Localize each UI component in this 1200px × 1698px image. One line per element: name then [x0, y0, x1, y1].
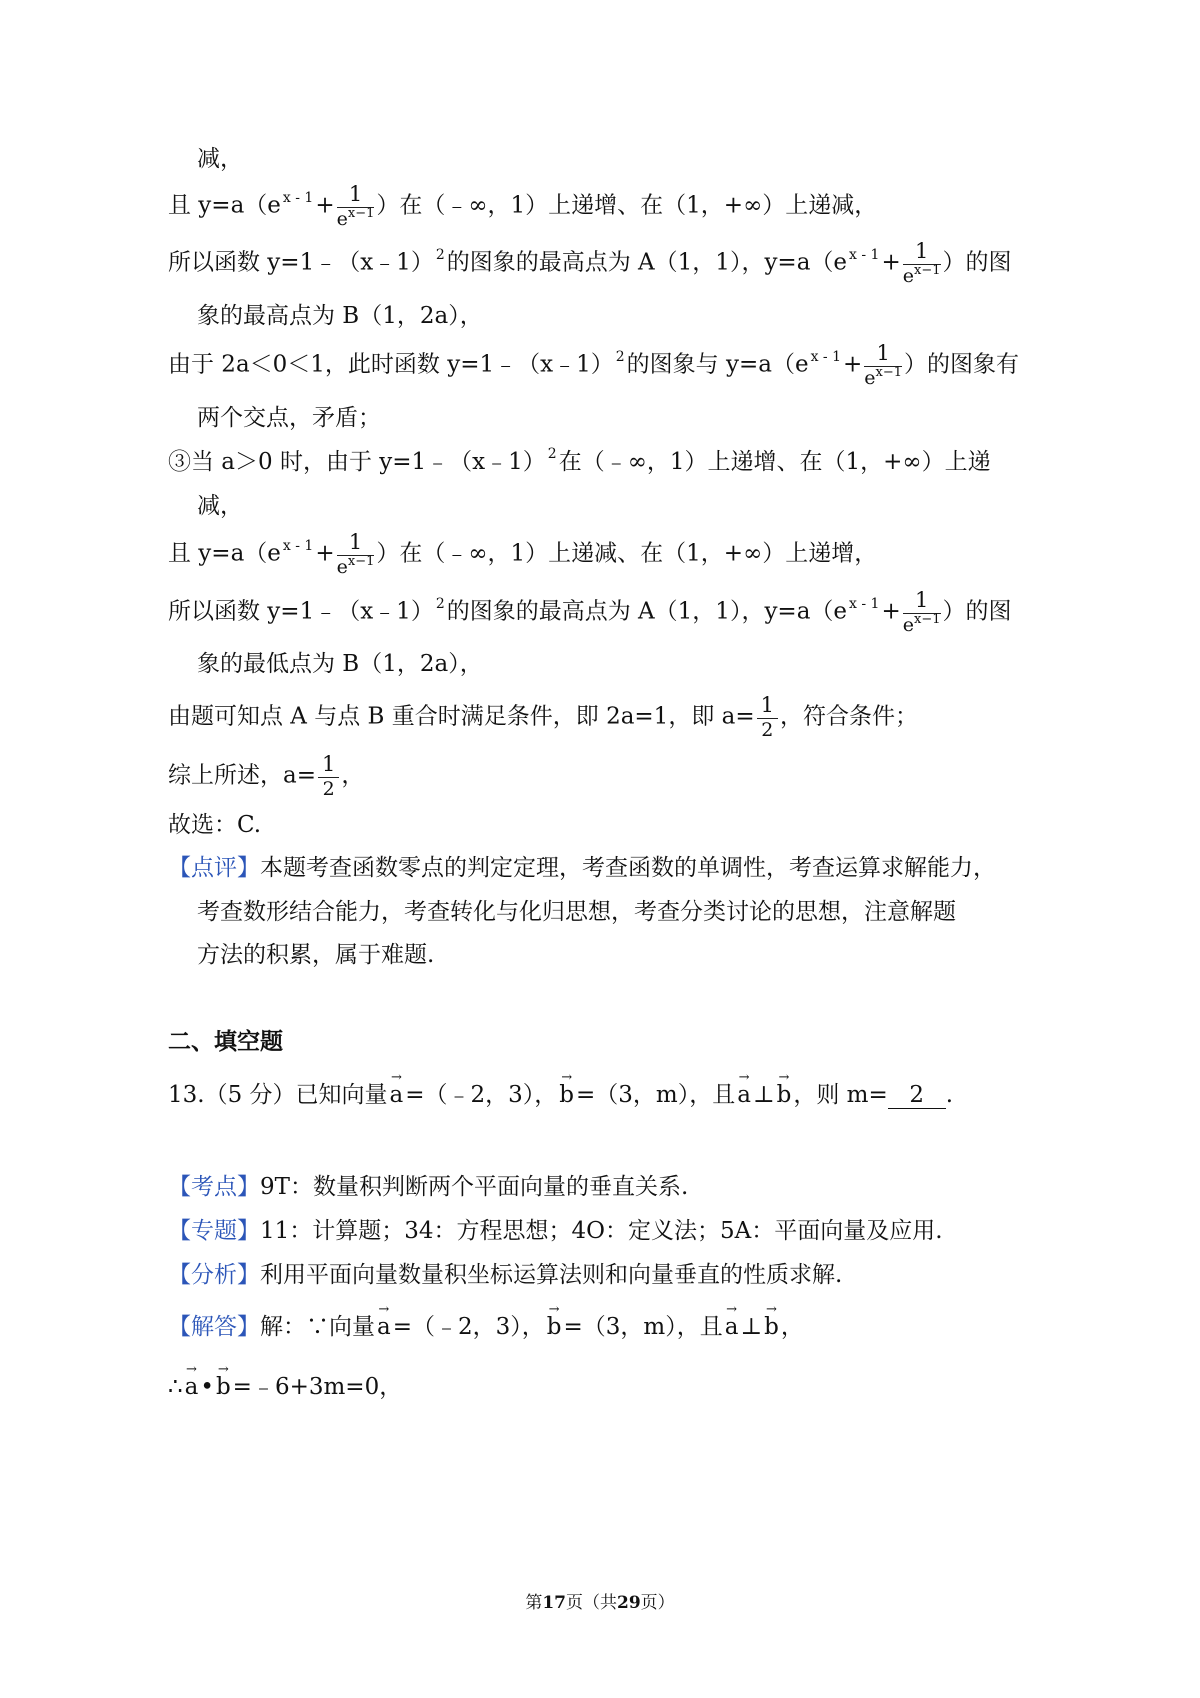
text-line: [168, 241, 1012, 286]
fraction-half: [757, 695, 778, 740]
text-line: [168, 532, 877, 577]
text: 考查数形结合能力，考查转化与化归思想，考查分类讨论的思想，注意解题: [197, 899, 956, 925]
text: ）的图象有: [904, 351, 1020, 378]
page-total: 29: [617, 1593, 641, 1613]
analysis: [168, 1258, 842, 1292]
comment-line: [197, 895, 956, 929]
perp-symbol: ⊥: [740, 1314, 763, 1340]
topic: [168, 1214, 943, 1248]
superscript: x - 1: [849, 595, 880, 612]
text: 且 y=a（e: [168, 540, 281, 567]
vector-b: → b: [557, 1078, 576, 1112]
text: =（3，m），且: [563, 1314, 723, 1340]
vector-a: → a: [375, 1310, 393, 1344]
text: 的图象的最高点为 A（1，1），y=a（e: [446, 598, 848, 625]
den-base: e: [336, 208, 348, 230]
text: +: [881, 249, 901, 276]
superscript: x - 1: [282, 537, 314, 554]
text-line: [197, 647, 483, 681]
fraction-numerator: 1: [337, 184, 375, 208]
page-number: 17: [542, 1593, 566, 1613]
text: 减，: [197, 493, 243, 519]
text-line: [197, 142, 243, 176]
footer-text: 第: [525, 1593, 543, 1613]
superscript: x - 1: [849, 246, 880, 263]
den-base: e: [336, 556, 348, 578]
text-line: [168, 590, 1012, 635]
fraction-denominator: [864, 367, 902, 388]
superscript: 2: [435, 595, 445, 612]
vector-b: → b: [762, 1310, 781, 1344]
text: 在（﹣∞，1）上递增、在（1，+∞）上递: [558, 449, 991, 475]
text: 利用平面向量数量积坐标运算法则和向量垂直的性质求解.: [260, 1262, 843, 1288]
text: ，: [341, 762, 365, 789]
vector-a: → a: [388, 1078, 406, 1112]
comment-line: [168, 851, 996, 885]
text-line: [197, 489, 243, 523]
fraction-denominator: [337, 556, 375, 577]
fraction-denominator: [903, 265, 941, 286]
text: 的图象与 y=a（e: [626, 351, 809, 378]
perp-symbol: ⊥: [752, 1082, 775, 1108]
text: ③当 a＞0 时，由于 y=1﹣（x﹣1）: [168, 449, 546, 475]
text: 两个交点，矛盾；: [197, 405, 381, 431]
fraction-denominator: [903, 614, 941, 635]
fraction-numerator: 1: [337, 532, 375, 556]
text: ∴: [168, 1374, 183, 1400]
fraction-denominator: 2: [761, 719, 774, 741]
fraction: [337, 532, 375, 577]
footer-text: 页（共: [566, 1593, 617, 1613]
text: 本题考查函数零点的判定定理，考查函数的单调性，考查运算求解能力，: [260, 855, 996, 881]
fraction-numerator: 1: [903, 241, 941, 265]
jd-tag: 【解答】: [168, 1314, 260, 1340]
text: .: [945, 1082, 954, 1108]
text: =﹣6+3m=0，: [232, 1374, 403, 1400]
text: ）在（﹣∞，1）上递减、在（1，+∞）上递增，: [376, 540, 878, 567]
text: 解：∵向量: [260, 1314, 375, 1340]
text-line: [197, 299, 483, 333]
superscript: x - 1: [282, 189, 314, 206]
fraction: [337, 184, 375, 229]
superscript: x - 1: [810, 348, 842, 365]
text: 故选：C.: [168, 812, 262, 838]
den-base: e: [902, 265, 914, 287]
vector-b: → b: [775, 1078, 794, 1112]
text-line: [168, 754, 364, 799]
fraction: [864, 343, 902, 388]
page-footer: [0, 1588, 1200, 1613]
text: 方法的积累，属于难题.: [197, 942, 435, 968]
text: ）的图: [942, 249, 1012, 276]
vector-a: → a: [735, 1078, 753, 1112]
text: 9T：数量积判断两个平面向量的垂直关系.: [260, 1174, 689, 1200]
text-line: [168, 445, 991, 482]
text: =（3，m），且: [576, 1082, 736, 1108]
fraction-numerator: 1: [757, 695, 778, 719]
text-line: [168, 184, 877, 229]
den-exponent: x−1: [914, 612, 941, 627]
den-exponent: x−1: [347, 554, 375, 569]
text: 的图象的最高点为 A（1，1），y=a（e: [446, 249, 848, 276]
text: 象的最高点为 B（1，2a），: [197, 303, 483, 329]
text: 象的最低点为 B（1，2a），: [197, 651, 483, 677]
vector-a: → a: [723, 1310, 741, 1344]
fraction-numerator: 1: [318, 754, 339, 778]
text: ，则 m=: [793, 1082, 888, 1108]
footer-text: 页）: [640, 1593, 675, 1613]
knowledge-point: [168, 1170, 688, 1204]
fraction-numerator: 1: [864, 343, 902, 367]
text-line: [168, 808, 261, 842]
superscript: 2: [615, 348, 625, 365]
text: ，: [780, 1314, 804, 1340]
zt-tag: 【专题】: [168, 1218, 260, 1244]
text-line: [168, 695, 918, 740]
vector-b: → b: [545, 1310, 564, 1344]
text: +: [315, 192, 335, 219]
fraction: [903, 590, 941, 635]
solution: [168, 1310, 804, 1344]
den-exponent: x−1: [347, 206, 375, 221]
kd-tag: 【考点】: [168, 1174, 260, 1200]
text: ）在（﹣∞，1）上递增、在（1，+∞）上递减，: [376, 192, 878, 219]
answer-blank: 2: [888, 1082, 946, 1109]
fx-tag: 【分析】: [168, 1262, 260, 1288]
comment-tag: 【点评】: [168, 855, 260, 881]
fraction-half: [318, 754, 339, 799]
text: 所以函数 y=1﹣（x﹣1）: [168, 249, 434, 276]
text: =（﹣2，3），: [392, 1314, 545, 1340]
text: 13.（5 分）已知向量: [168, 1082, 388, 1108]
text: +: [843, 351, 863, 378]
dot-symbol: •: [200, 1374, 214, 1400]
fraction: [903, 241, 941, 286]
solution-step: [168, 1370, 402, 1404]
text: 所以函数 y=1﹣（x﹣1）: [168, 598, 434, 625]
text: =（﹣2，3），: [405, 1082, 558, 1108]
den-base: e: [902, 614, 914, 636]
den-base: e: [864, 367, 876, 389]
text: 由题可知点 A 与点 B 重合时满足条件，即 2a=1，即 a=: [168, 703, 755, 730]
superscript: 2: [435, 246, 445, 263]
text: 由于 2a＜0＜1，此时函数 y=1﹣（x﹣1）: [168, 351, 614, 378]
text: 减，: [197, 146, 243, 172]
text: +: [315, 540, 335, 567]
question-13: [168, 1078, 953, 1112]
text: +: [881, 598, 901, 625]
fraction-denominator: 2: [322, 778, 335, 800]
den-exponent: x−1: [875, 365, 903, 380]
text: ，符合条件；: [780, 703, 918, 730]
vector-b: → b: [214, 1370, 233, 1404]
den-exponent: x−1: [914, 263, 941, 278]
comment-line: [197, 938, 434, 972]
superscript: 2: [547, 446, 557, 462]
vector-a: → a: [183, 1370, 201, 1404]
text: 11：计算题；34：方程思想；4O：定义法；5A：平面向量及应用.: [260, 1218, 943, 1244]
text: 二、填空题: [168, 1028, 283, 1055]
text: 且 y=a（e: [168, 192, 281, 219]
text-line: [197, 401, 381, 435]
fraction-denominator: [337, 208, 375, 229]
text: 综上所述，a=: [168, 762, 316, 789]
text-line: [168, 343, 1019, 388]
section-title: [168, 1025, 283, 1059]
fraction-numerator: 1: [903, 590, 941, 614]
text: ）的图: [942, 598, 1012, 625]
